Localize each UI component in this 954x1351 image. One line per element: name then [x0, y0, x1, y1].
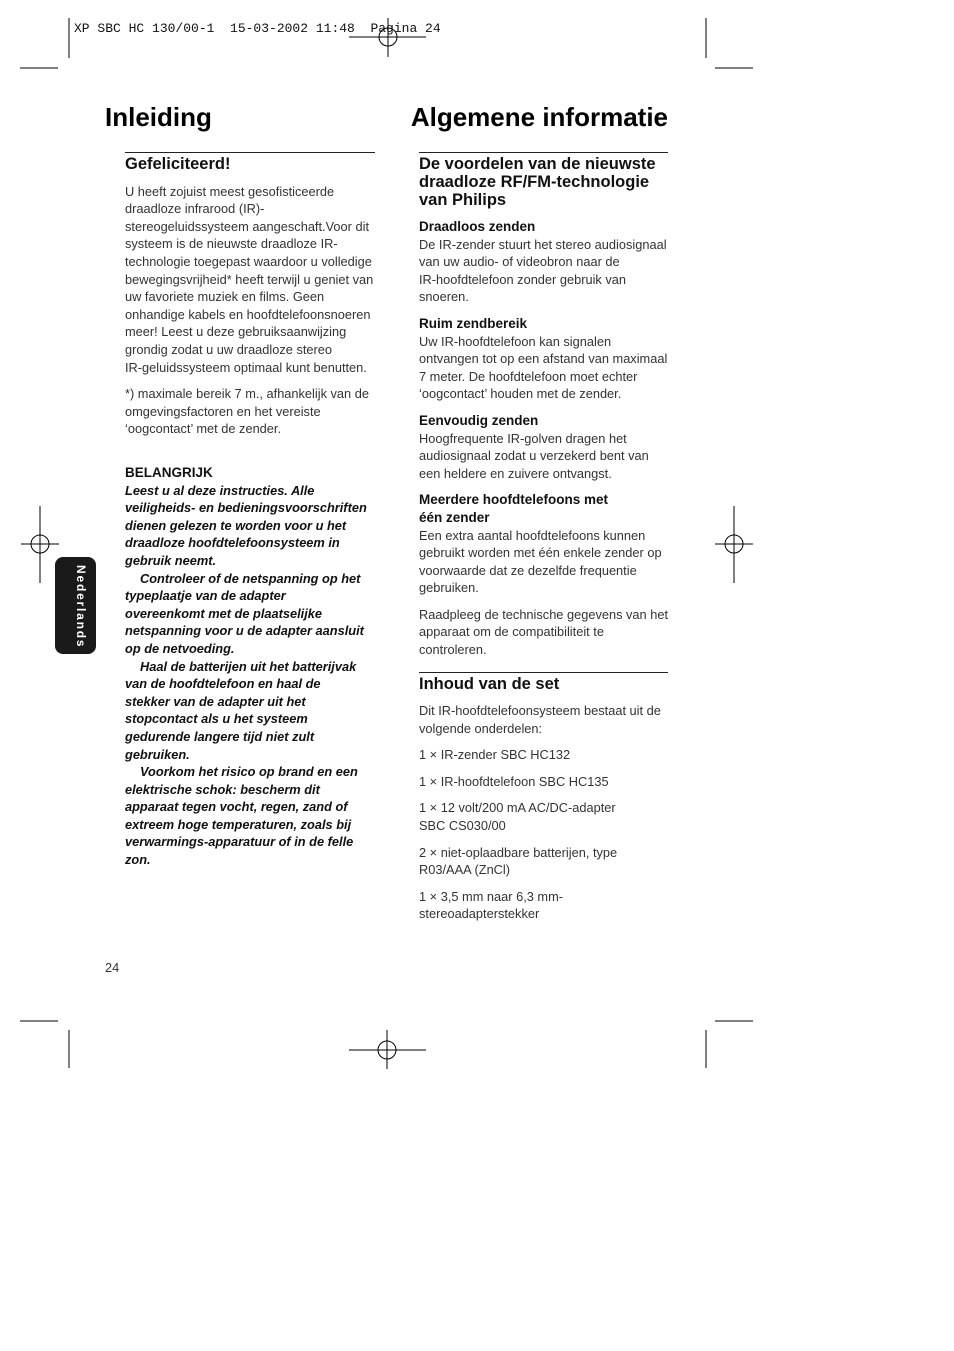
section-rule	[419, 672, 668, 673]
important-item: Haal de batterijen uit het batterijvak van de hoofdtelefoon en haal de stekker van de adapter uit het stopcontact als u het systeem gedurende langere tijd niet zult gebruiken.	[125, 658, 357, 762]
contents-section	[419, 672, 668, 932]
benefit-title: Draadloos zenden	[419, 219, 536, 234]
title-inleiding: Inleiding	[105, 102, 212, 132]
benefit-title: Meerdere hoofdtelefoons met één zender	[419, 492, 609, 525]
crop-mark-top-right	[706, 18, 753, 68]
contents-item: 1 × IR-zender SBC HC132	[419, 747, 571, 763]
section-rule	[125, 152, 375, 153]
crop-mark-bottom-left	[20, 1021, 69, 1068]
important-heading: BELANGRIJK	[125, 465, 213, 480]
benefit-text: Een extra aantal hoofdtelefoons kunnen gebruikt worden met één enkele zender op voorwaarde dat ze dezelfde frequentie gebruiken.	[419, 527, 662, 596]
benefits-section	[419, 152, 668, 668]
contents-intro: Dit IR-hoofdtelefoonsysteem bestaat uit de volgende onderdelen:	[419, 703, 661, 736]
benefit-text: Uw IR-hoofdtelefoon kan signalen ontvangen tot op een afstand van maximaal 7 meter. De hoofdtelefoon moet echter ‘oogcontact’ houden met de zender.	[419, 333, 668, 402]
contents-item: 2 × niet-oplaadbare batterijen, type R03/AAA (ZnCl)	[419, 844, 618, 878]
benefit-title: Ruim zendbereik	[419, 315, 528, 331]
benefit-text: De IR-zender stuurt het stereo audiosignaal van uw audio- of videobron naar de IR-hoofdtelefoon zonder gebruik van snoeren.	[419, 236, 667, 305]
language-tab-label: Nederlands	[74, 565, 88, 649]
contents-heading: Inhoud van de set	[419, 675, 560, 693]
intro-heading: Gefeliciteerd!	[125, 155, 231, 173]
section-rule	[419, 152, 668, 153]
registration-mark-bottom	[349, 1030, 426, 1069]
intro-footnote: *) maximale bereik 7 m., afhankelijk van de omgevingsfactoren en het vereiste ‘oogcontact’ met de zender.	[125, 386, 369, 437]
crop-mark-top-left	[20, 18, 69, 68]
intro-paragraph: U heeft zojuist meest gesofisticeerde draadloze infrarood (IR)- stereogeluidssysteem aangeschaft.Voor dit systeem is de nieuwste draadloze IR- technologie toegepast waardoor u volledige bewegingsvrijheid* heeft terwijl u geniet van uw favoriete muziek en films. Geen onhandige kabels en hoofdtelefoonsnoeren meer! Leest u deze gebruiksaanwijzing grondig zodat u uw draadloze stereo IR-geluidssysteem optimaal kunt benutten.	[125, 183, 374, 375]
page-number: 24	[105, 960, 120, 975]
contents-item: 1 × IR-hoofdtelefoon SBC HC135	[419, 773, 609, 789]
title-algemene-informatie: Algemene informatie	[410, 102, 668, 132]
important-item: Voorkom het risico op brand en een elektrische schok: bescherm dit apparaat tegen vocht, regen, zand of extreem hoge temperaturen, zoals bij verwarmings-apparatuur of in de felle zon.	[125, 764, 358, 868]
benefits-heading: De voordelen van de nieuwste draadloze RF/FM-technologie van Philips	[419, 155, 656, 209]
important-notice	[125, 464, 375, 869]
contents-item: 1 × 12 volt/200 mA AC/DC-adapter SBC CS030/00	[419, 800, 616, 833]
crop-mark-bottom-right	[706, 1021, 753, 1068]
print-slug-header: XP SBC HC 130/00-1 15-03-2002 11:48 Pagina 24	[74, 21, 441, 36]
contents-item: 1 × 3,5 mm naar 6,3 mm- stereoadapterstekker	[419, 888, 564, 922]
language-side-tab	[55, 557, 96, 654]
registration-mark-left	[21, 506, 59, 583]
intro-section	[125, 152, 375, 447]
registration-mark-right	[715, 506, 753, 583]
important-item: Leest u al deze instructies. Alle veiligheids- en bedieningsvoorschriften dienen gelezen te worden voor u het draadloze hoofdtelefoonsysteem in gebruik neemt.	[125, 482, 367, 568]
important-item: Controleer of de netspanning op het typeplaatje van de adapter overeenkomt met de plaatselijke netspanning voor u de adapter aansluit op de netvoeding.	[125, 570, 364, 656]
benefit-title: Eenvoudig zenden	[419, 412, 539, 428]
benefit-text: Hoogfrequente IR-golven dragen het audiosignaal zodat u verzekerd bent van een heldere en zuivere ontvangst.	[419, 430, 649, 481]
benefits-closing: Raadpleeg de technische gegevens van het apparaat om de compatibiliteit te controleren.	[419, 606, 669, 658]
